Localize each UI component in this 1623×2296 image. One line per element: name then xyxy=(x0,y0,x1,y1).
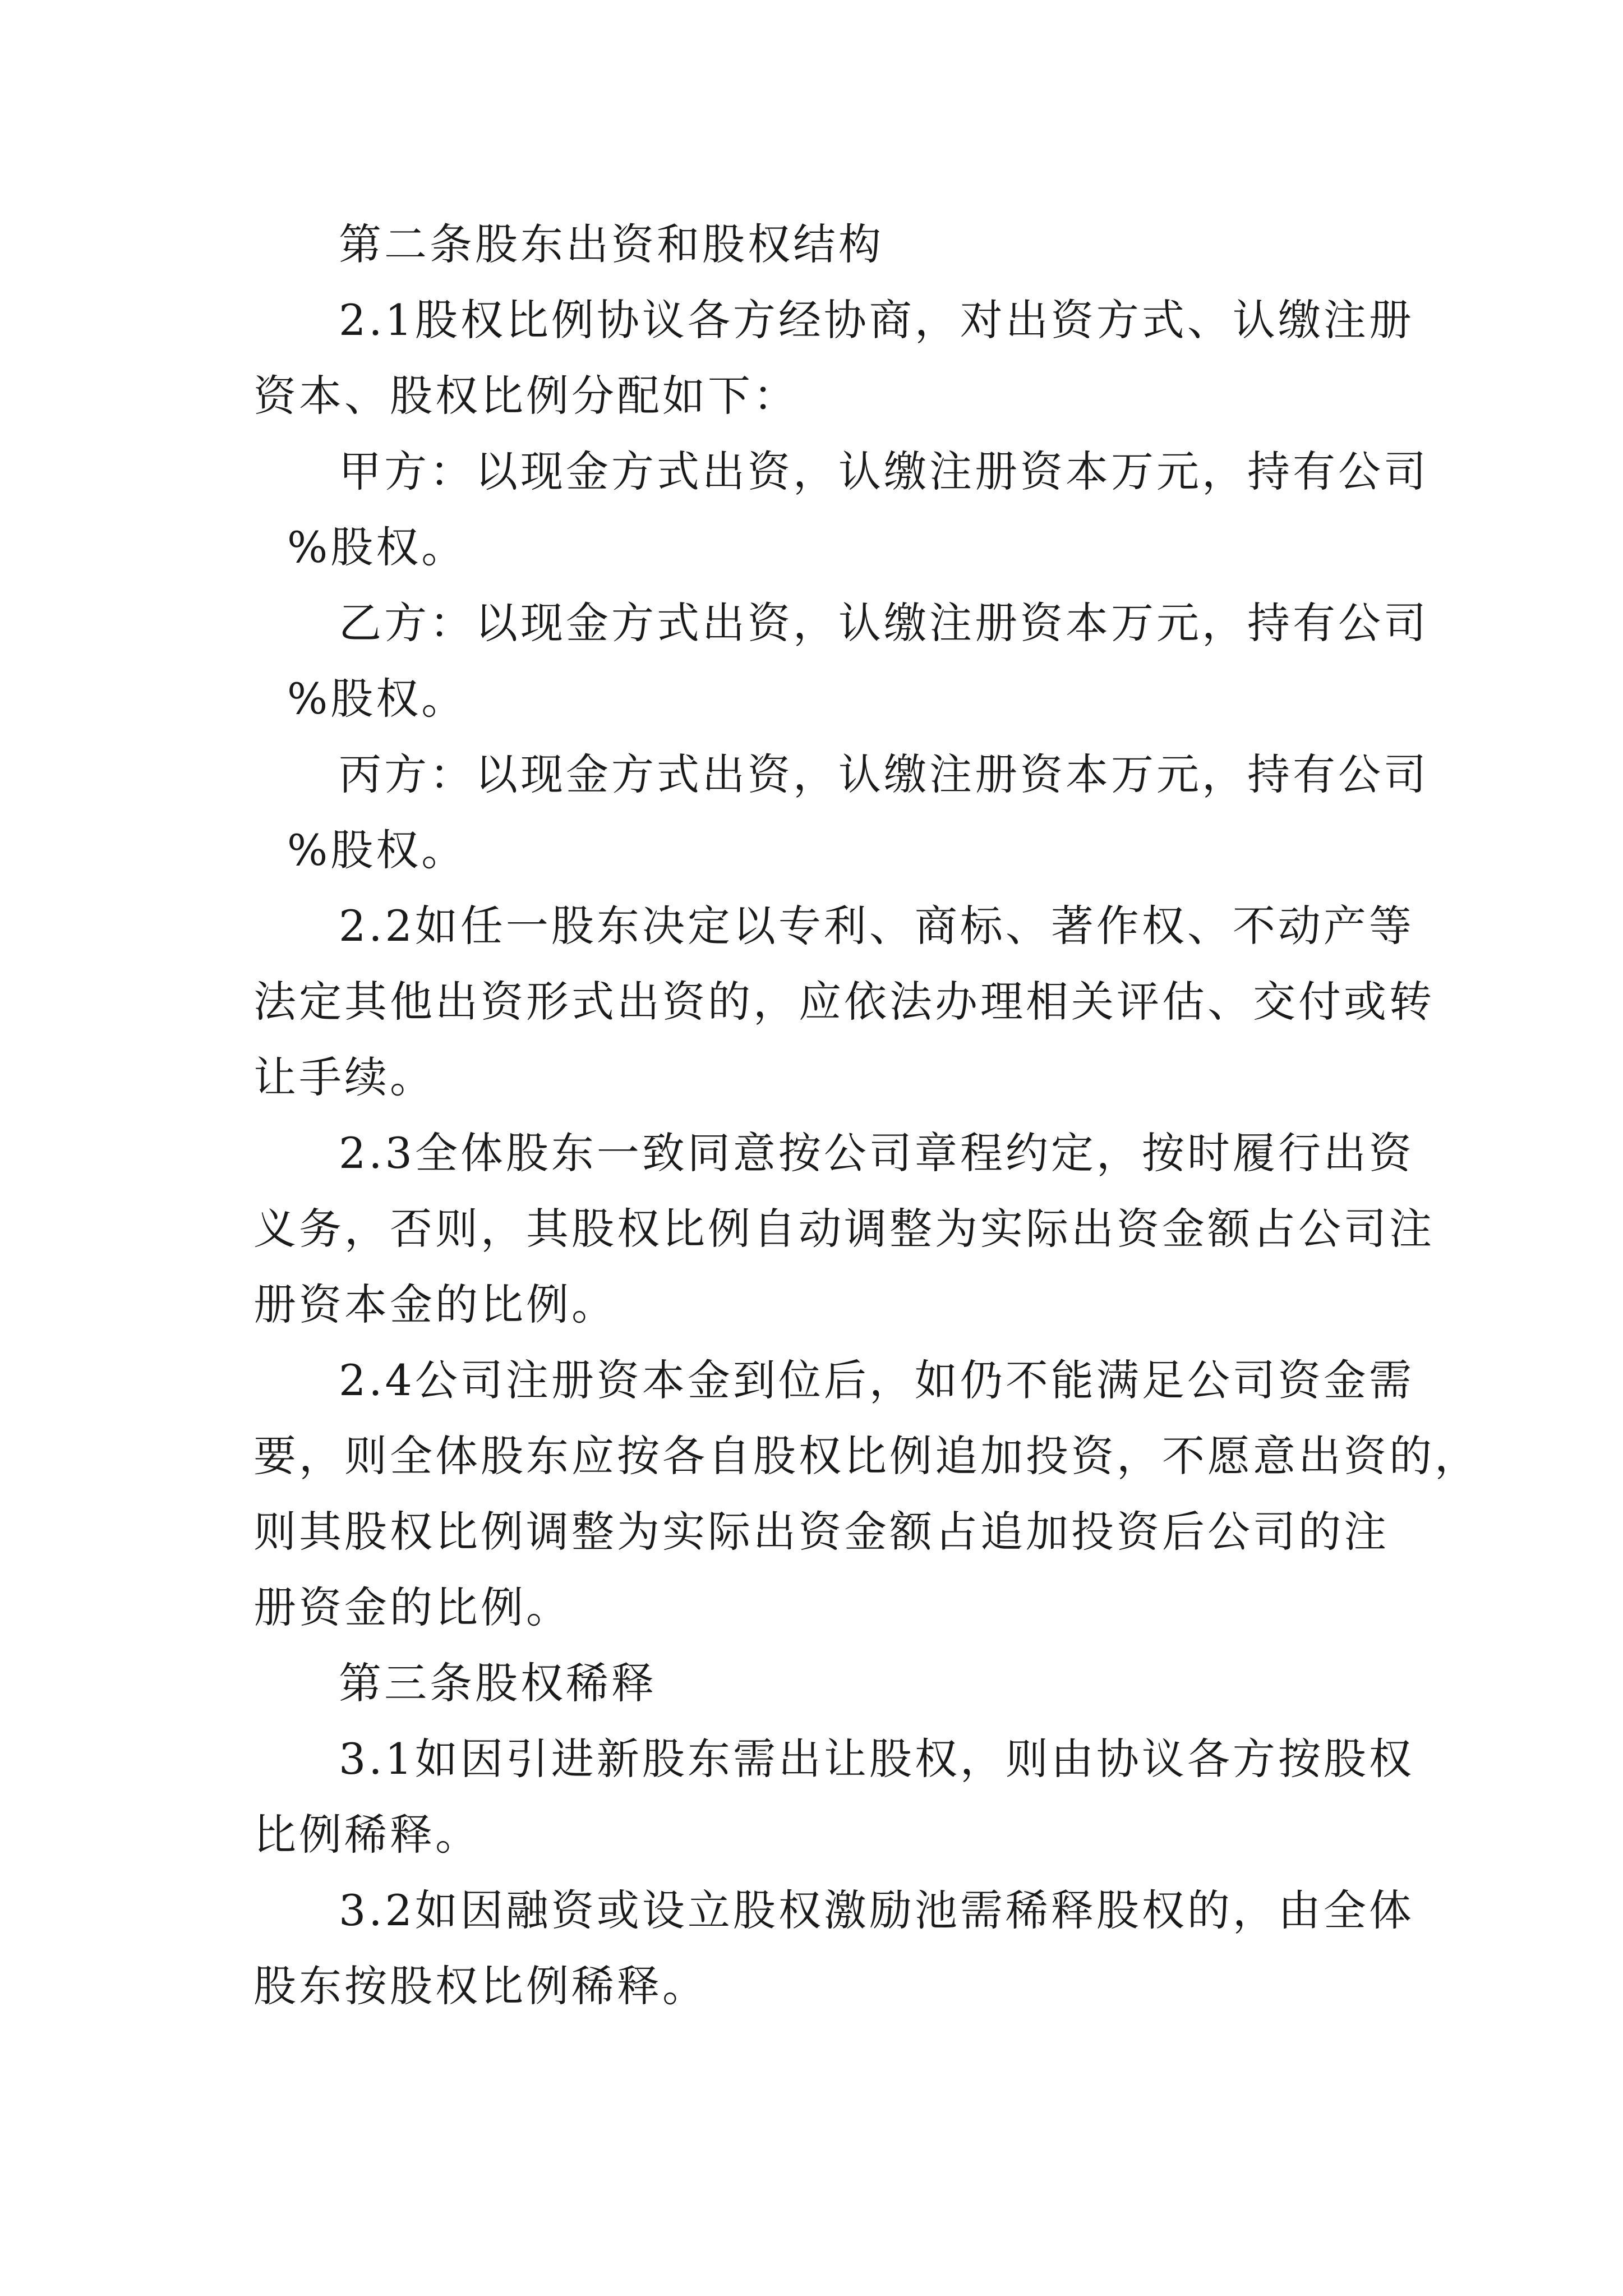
clause-line: 比例稀释。 xyxy=(253,1810,481,1860)
clause-line: 丙方：以现金方式出资，认缴注册资本万元，持有公司 xyxy=(339,749,1429,799)
clause-line: 2.3全体股东一致同意按公司章程约定，按时履行出资 xyxy=(339,1128,1414,1178)
clause-line: 要，则全体股东应按各自股权比例追加投资，不愿意出资的， xyxy=(253,1431,1480,1481)
clause-line: 2.2如任一股东决定以专利、商标、著作权、不动产等 xyxy=(339,901,1414,951)
clause-line: 法定其他出资形式出资的，应依法办理相关评估、交付或转 xyxy=(253,977,1435,1027)
clause-2-4 xyxy=(253,1342,1480,1645)
party-b-contribution xyxy=(253,585,1429,737)
clause-2-1 xyxy=(253,282,1414,434)
article-2-heading xyxy=(253,206,1386,282)
clause-line: 义务，否则，其股权比例自动调整为实际出资金额占公司注 xyxy=(253,1204,1435,1254)
clause-line: 资本、股权比例分配如下： xyxy=(253,371,799,421)
clause-line: 乙方：以现金方式出资，认缴注册资本万元，持有公司 xyxy=(339,598,1429,648)
clause-line: 2.1股权比例协议各方经协商，对出资方式、认缴注册 xyxy=(339,295,1414,345)
party-c-contribution xyxy=(253,737,1429,888)
clause-3-1 xyxy=(253,1721,1414,1872)
clause-2-2 xyxy=(253,888,1435,1115)
clause-line: 3.2如因融资或设立股权激励池需稀释股权的，由全体 xyxy=(339,1885,1414,1935)
article-3-heading xyxy=(253,1645,1386,1721)
clause-2-3 xyxy=(253,1115,1435,1342)
clause-line: 册资本金的比例。 xyxy=(253,1280,617,1329)
party-a-contribution xyxy=(253,434,1429,585)
clause-line: %股权。 xyxy=(287,522,467,572)
article-heading-text: 第三条股权稀释 xyxy=(339,1658,657,1708)
clause-line: %股权。 xyxy=(287,825,467,875)
clause-line: 股东按股权比例稀释。 xyxy=(253,1961,708,2011)
clause-3-2 xyxy=(253,1872,1414,2024)
clause-line: 则其股权比例调整为实际出资金额占追加投资后公司的注 xyxy=(253,1507,1389,1557)
clause-line: 册资金的比例。 xyxy=(253,1582,571,1632)
article-heading-text: 第二条股东出资和股权结构 xyxy=(339,219,884,269)
clause-line: 3.1如因引进新股东需出让股权，则由协议各方按股权 xyxy=(339,1734,1414,1784)
clause-line: %股权。 xyxy=(287,674,467,724)
clause-line: 2.4公司注册资本金到位后，如仍不能满足公司资金需 xyxy=(339,1355,1414,1405)
document-body xyxy=(253,206,1480,2024)
clause-line: 让手续。 xyxy=(253,1052,435,1102)
clause-line: 甲方：以现金方式出资，认缴注册资本万元，持有公司 xyxy=(339,447,1429,496)
